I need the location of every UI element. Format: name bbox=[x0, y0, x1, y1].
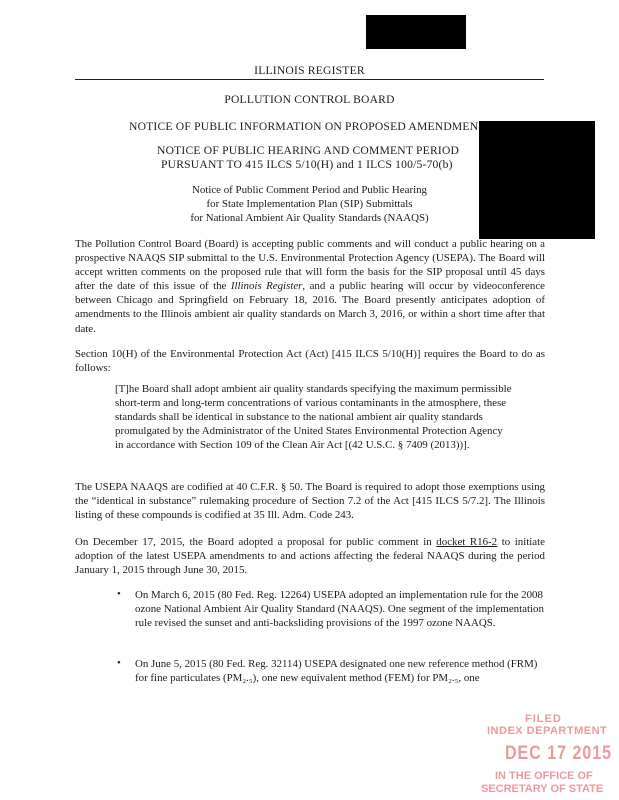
notice-hearing-title: NOTICE OF PUBLIC HEARING AND COMMENT PERIOD bbox=[157, 144, 460, 157]
paragraph-proposal bbox=[75, 535, 545, 577]
paragraph-codification: The USEPA NAAQS are codified at 40 C.F.R. § 50. The Board is required to adopt those exemptions using the “identical in substance” rulemaking procedure of Section 7.2 of the Act [415 ILCS 5/7.2]. The Illinois listing of these compounds is codified at 35 Ill. Adm. Code 243. bbox=[75, 481, 545, 522]
docket-link[interactable]: docket R16-2 bbox=[436, 536, 498, 548]
board-title: POLLUTION CONTROL BOARD bbox=[224, 93, 395, 106]
notice-info-title: NOTICE OF PUBLIC INFORMATION ON PROPOSED AMENDMEN bbox=[129, 120, 479, 133]
subtitle-line-2: for State Implementation Plan (SIP) Submittals bbox=[206, 198, 413, 210]
bullet-item-1: On March 6, 2015 (80 Fed. Reg. 12264) USEPA adopted an implementation rule for the 2008 ozone National Ambient Air Quality Standard (NAAQS). One segment of the implementation rule revised the sunset and anti-backsliding provisions of the 1997 ozone NAAQS. bbox=[135, 589, 544, 630]
stamp-dept: INDEX DEPARTMENT bbox=[487, 725, 608, 737]
paragraph-proposal-text-end: to initiate adoption of the latest USEPA amendments to and actions affecting the federal NAAQS during the period January 1, 2015 through June 30, 2015. bbox=[75, 536, 546, 577]
paragraph-intro-text-end: , and a public hearing will occur by videoconference between Chicago and Springfield on February 18, 2016. The Board presently anticipates adoption of amendments to the Illinois ambient air quality standards on March 3, 2016, or within a short time after that date. bbox=[75, 280, 546, 335]
stamp-secretary: SECRETARY OF STATE bbox=[481, 783, 604, 795]
header-rule bbox=[75, 79, 544, 80]
statute-quote: [T]he Board shall adopt ambient air quality standards specifying the maximum permissible short-term and long-term concentrations of various contaminants in the atmosphere, these standards shall be identical in substance to the national ambient air quality standards promulgated by the Administrator of the United States Environmental Protection Agency in accordance with Section 109 of the Clean Air Act [(42 U.S.C. § 7409 (2013))]. bbox=[115, 383, 512, 452]
bullet-marker-2: • bbox=[117, 657, 121, 669]
stamp-date: DEC 17 2015 bbox=[505, 743, 613, 764]
paragraph-section-10h: Section 10(H) of the Environmental Protection Act (Act) [415 ILCS 5/10(H)] requires the Board to do as follows: bbox=[75, 348, 545, 375]
pursuant-line: PURSUANT TO 415 ILCS 5/10(H) and 1 ILCS 100/5-70(b) bbox=[161, 158, 453, 171]
bullet-item-2: On June 5, 2015 (80 Fed. Reg. 32114) USEPA designated one new reference method (FRM) for fine particulates (PM₂.₅), one new equivalent method (FEM) for PM₂.₅, one bbox=[135, 658, 538, 685]
subtitle-line-1: Notice of Public Comment Period and Public Hearing bbox=[191, 184, 427, 196]
paragraph-intro bbox=[75, 237, 545, 336]
bullet-marker-1: • bbox=[117, 588, 121, 600]
register-title: ILLINOIS REGISTER bbox=[254, 64, 365, 77]
stamp-office: IN THE OFFICE OF bbox=[495, 770, 593, 782]
register-italic: Illinois Register bbox=[230, 280, 303, 293]
subtitle-line-3: for National Ambient Air Quality Standards (NAAQS) bbox=[190, 212, 429, 224]
stamp-filed: FILED bbox=[525, 713, 562, 725]
paragraph-intro-text: The Pollution Control Board (Board) is accepting public comments and will conduct a public hearing on a prospective NAAQS SIP submittal to the U.S. Environmental Protection Agency (USEPA). The Board will accept written comments on the proposed rule that will form the basis for the SIP proposal until 45 days after the date of this issue of the bbox=[75, 238, 545, 293]
paragraph-proposal-text: On December 17, 2015, the Board adopted a proposal for public comment in bbox=[75, 536, 437, 548]
redaction-box-top bbox=[366, 15, 466, 49]
